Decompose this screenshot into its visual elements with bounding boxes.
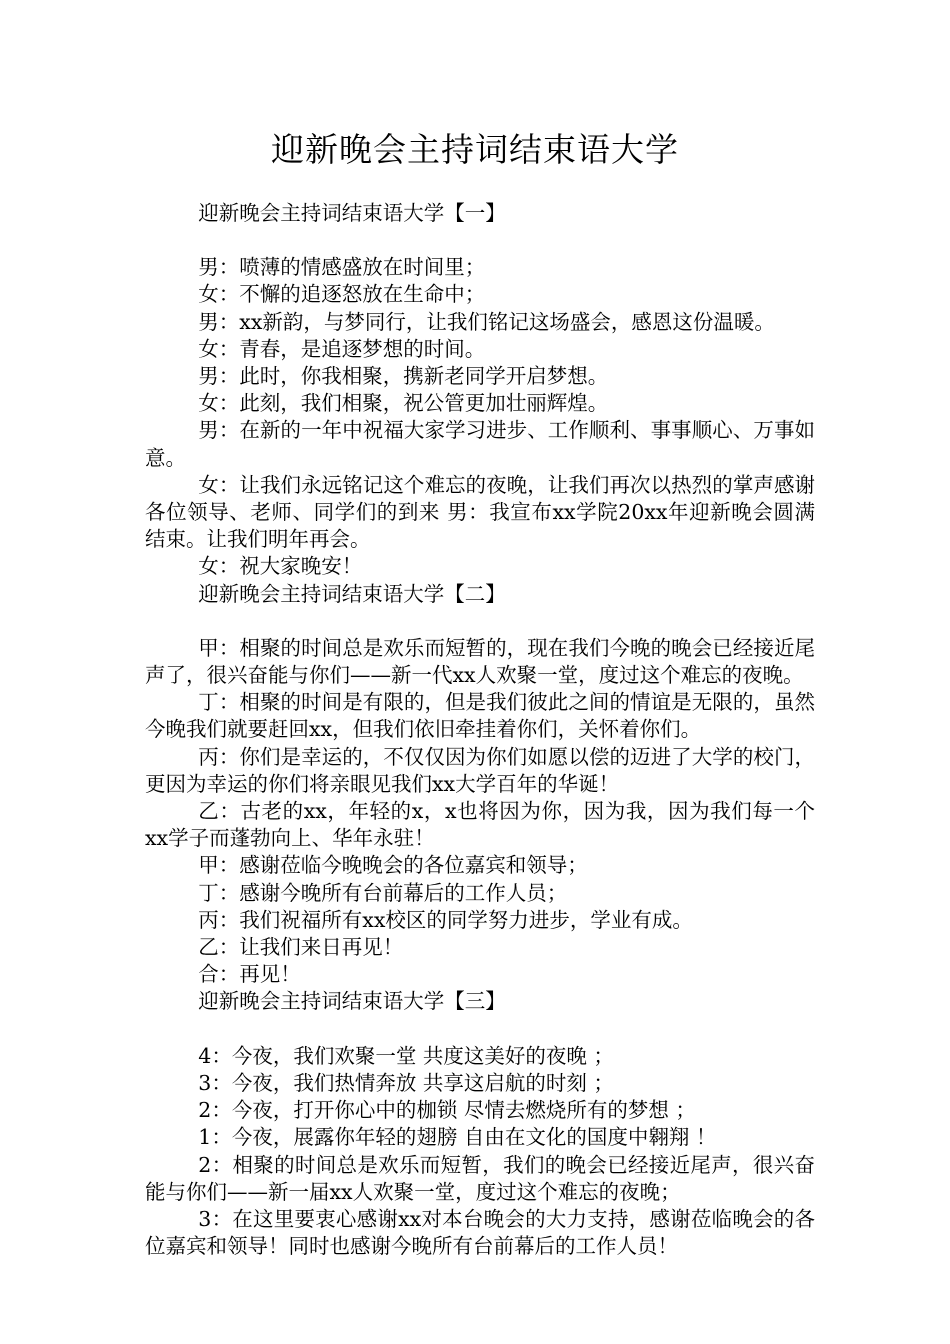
paragraph: 女：此刻，我们相聚，祝公管更加壮丽辉煌。 [198,391,609,416]
paragraph: 女：让我们永远铭记这个难忘的夜晚，让我们再次以热烈的掌声感谢各位领导、老师、同学们的到来 男：我宣布xx学院20xx年迎新晚会圆满结束。让我们明年再会。 [145,472,815,552]
section-heading-2: 迎新晚会主持词结束语大学【二】 [198,581,506,606]
section-heading-1: 迎新晚会主持词结束语大学【一】 [198,201,506,225]
paragraph: 2：相聚的时间总是欢乐而短暂，我们的晚会已经接近尾声，很兴奋能与你们——新一届xx人欢聚一堂，度过这个难忘的夜晚； [145,1152,815,1204]
paragraph: 丙：我们祝福所有xx校区的同学努力进步，学业有成。 [198,907,693,932]
paragraph: 丙：你们是幸运的，不仅仅因为你们如愿以偿的迈进了大学的校门，更因为幸运的你们将亲眼见我们xx大学百年的华诞！ [145,744,815,796]
paragraph: 甲：相聚的时间总是欢乐而短暂的，现在我们今晚的晚会已经接近尾声了，很兴奋能与你们——新一代xx人欢聚一堂，度过这个难忘的夜晚。 [145,635,815,688]
paragraph: 男：喷薄的情感盛放在时间里； [198,255,486,280]
paragraph: 3：在这里要衷心感谢xx对本台晚会的大力支持，感谢莅临晚会的各位嘉宾和领导！同时也感谢今晚所有台前幕后的工作人员！ [145,1206,815,1259]
spacer [145,227,815,254]
paragraph: 丁：感谢今晚所有台前幕后的工作人员； [198,880,568,905]
paragraph: 乙：古老的xx，年轻的x，x也将因为你，因为我，因为我们每一个xx学子而蓬勃向上、华年永驻！ [145,799,815,851]
document-title: 迎新晚会主持词结束语大学 [271,130,679,169]
document-body [145,200,815,1260]
paragraph: 2：今夜，打开你心中的枷锁 尽情去燃烧所有的梦想 ； [198,1098,696,1123]
paragraph: 男：xx新韵，与梦同行，让我们铭记这场盛会，感恩这份温暖。 [198,309,775,334]
paragraph: 女：不懈的追逐怒放在生命中； [198,282,486,307]
section-heading-3: 迎新晚会主持词结束语大学【三】 [198,989,506,1014]
paragraph: 乙：让我们来日再见！ [198,935,404,960]
paragraph: 甲：感谢莅临今晚晚会的各位嘉宾和领导； [198,853,588,878]
paragraph: 3：今夜，我们热情奔放 共享这启航的时刻 ； [198,1070,614,1095]
paragraph: 女：祝大家晚安！ [198,554,363,579]
paragraph: 1：今夜，展露你年轻的翅膀 自由在文化的国度中翱翔 ！ [198,1125,717,1150]
paragraph: 丁：相聚的时间是有限的，但是我们彼此之间的情谊是无限的，虽然今晚我们就要赶回xx，但我们依旧牵挂着你们，关怀着你们。 [145,690,815,742]
paragraph: 男：此时，你我相聚，携新老同学开启梦想。 [198,364,609,389]
paragraph: 男：在新的一年中祝福大家学习进步、工作顺利、事事顺心、万事如意。 [145,418,815,470]
spacer [145,608,815,635]
paragraph: 合：再见！ [198,962,301,987]
spacer [145,1016,815,1043]
paragraph: 4：今夜，我们欢聚一堂 共度这美好的夜晚 ； [198,1043,614,1068]
paragraph: 女：青春，是追逐梦想的时间。 [198,336,486,361]
